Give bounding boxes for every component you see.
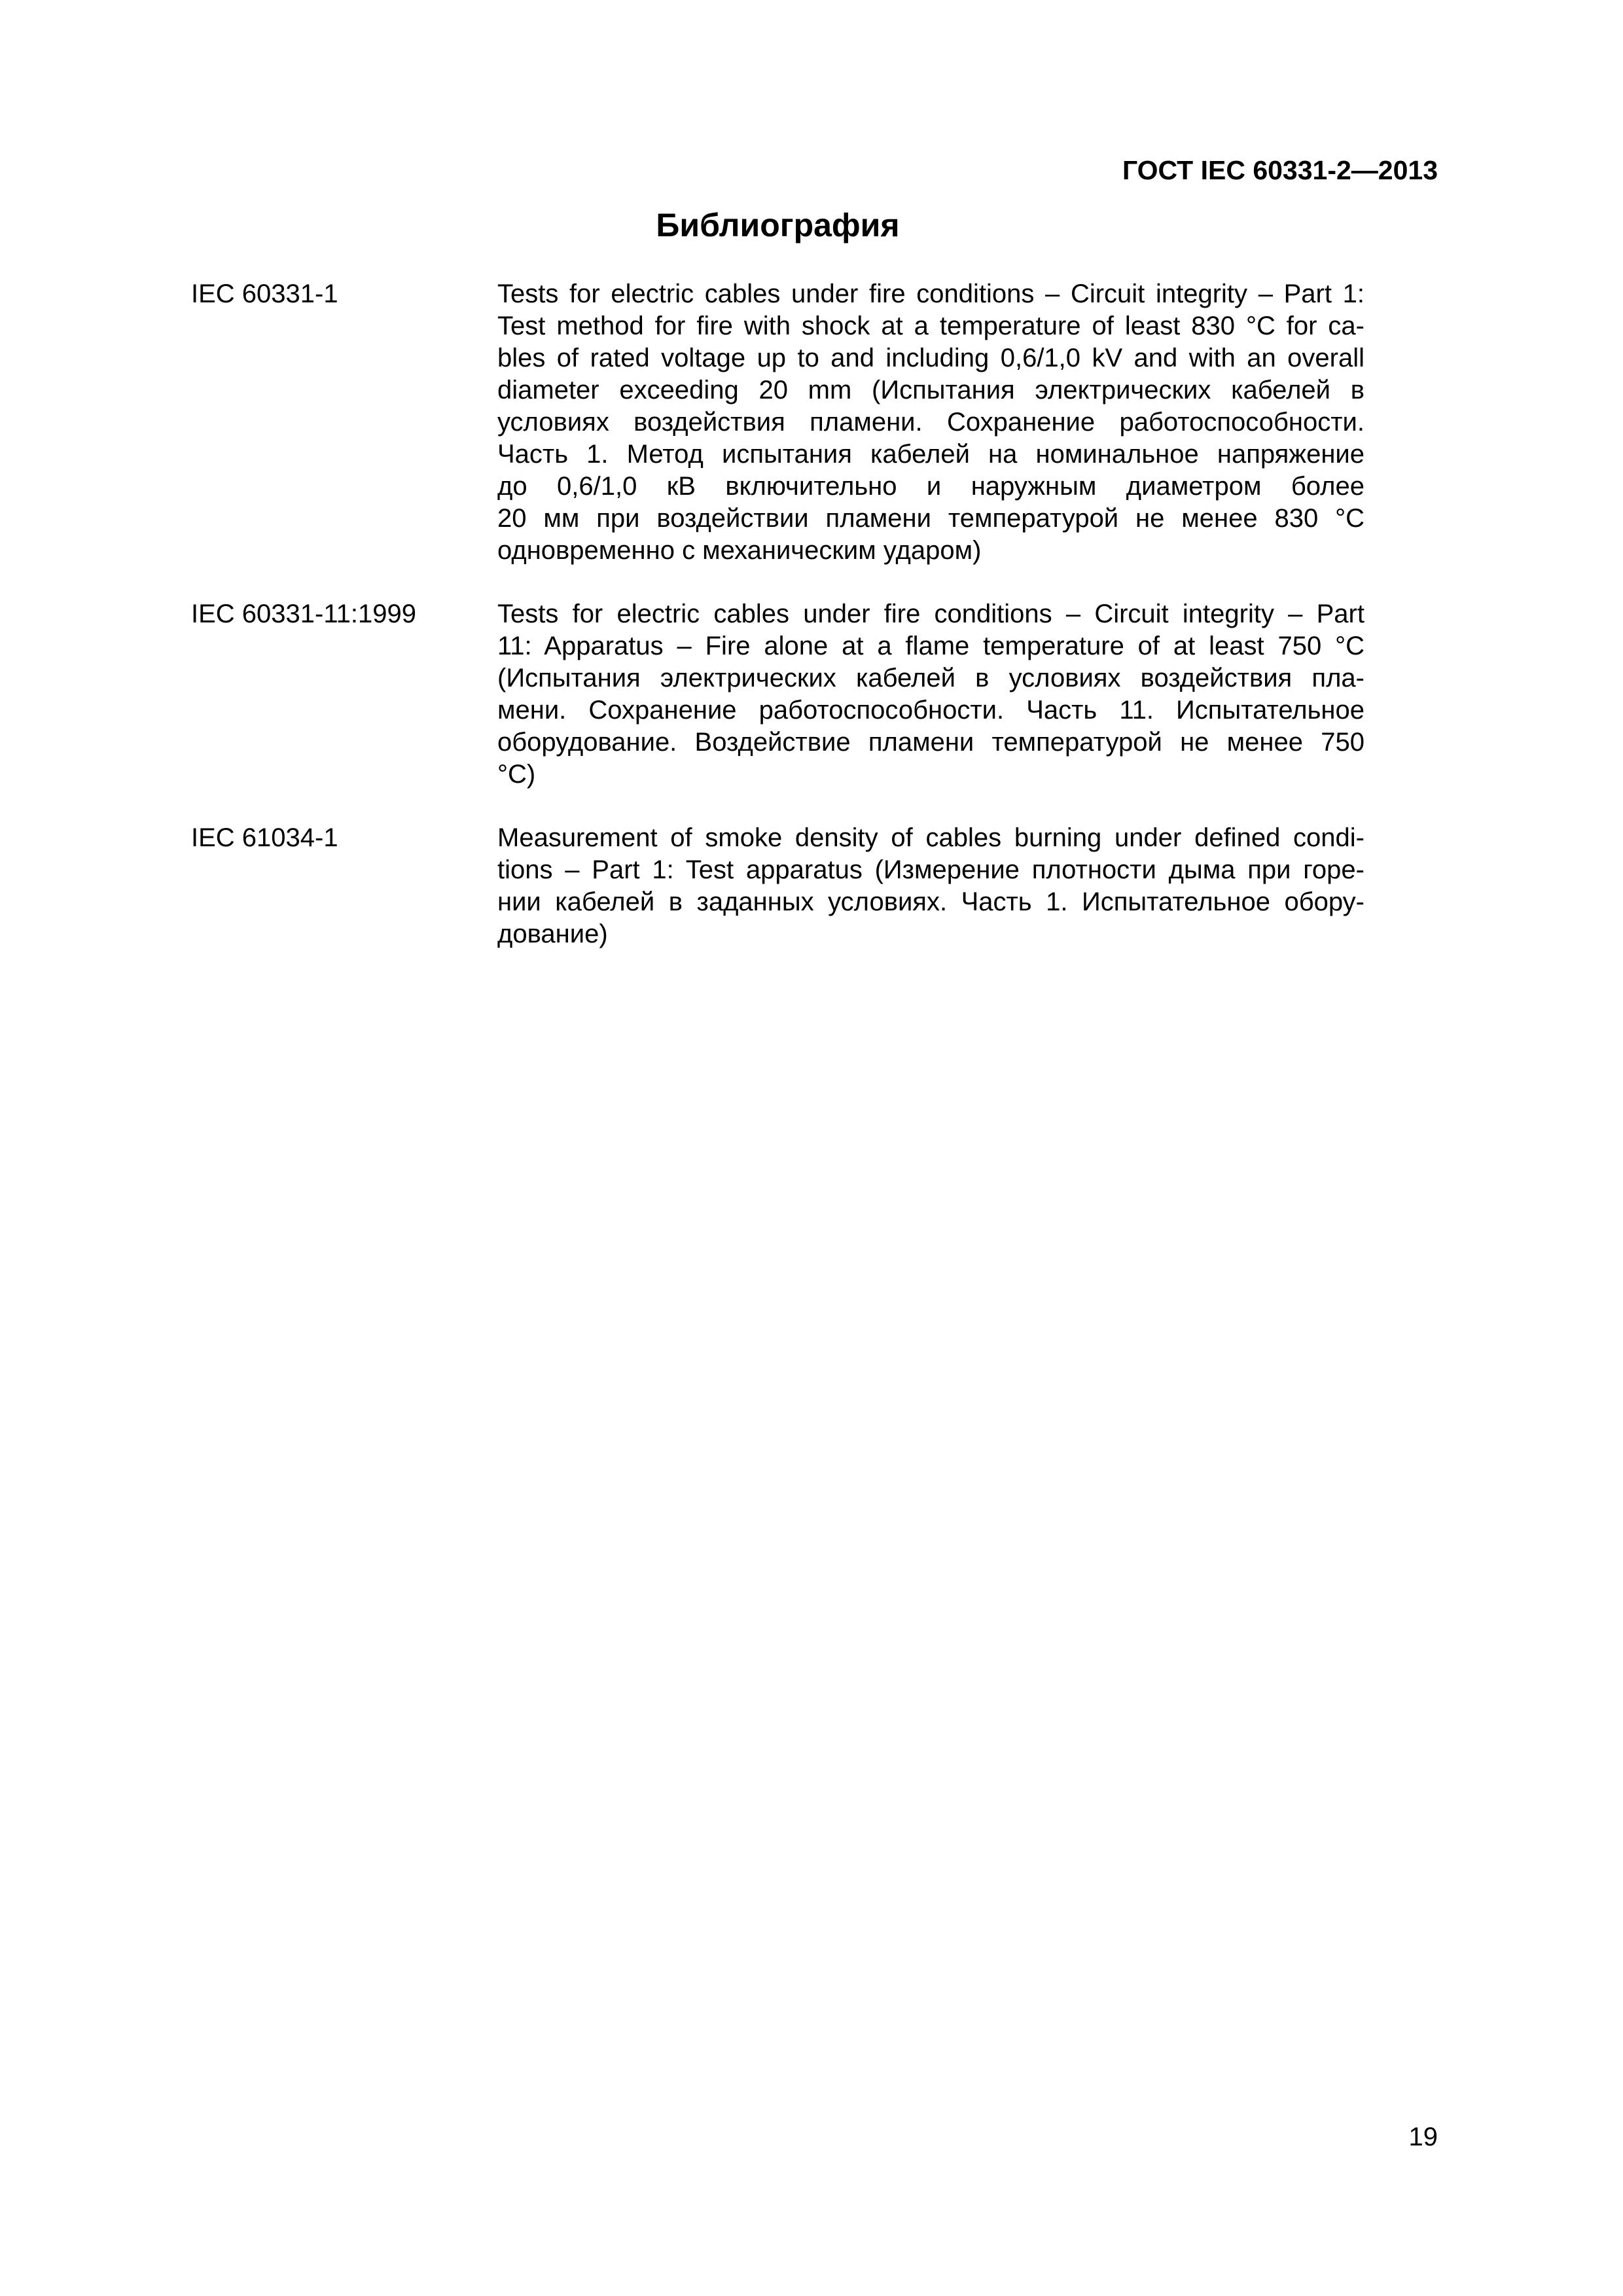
bibliography-entry: [191, 822, 1364, 950]
entry-text-line: diameter exceeding 20 mm (Испытания электрических кабелей в: [497, 376, 1364, 404]
entry-text-line: условиях воздействия пламени. Сохранение работоспособности.: [497, 408, 1364, 437]
bibliography-list: [191, 278, 1364, 982]
entry-text-line: 20 мм при воздействии пламени температурой не менее 830 °С: [497, 504, 1364, 533]
entry-description: [497, 278, 1364, 567]
entry-text-line: дование): [497, 920, 608, 948]
entry-text-line: 11: Apparatus – Fire alone at a flame temperature of at least 750 °C: [497, 632, 1364, 660]
entry-text-line: Measurement of smoke density of cables burning under defined condi-: [497, 823, 1364, 852]
entry-reference: IEC 60331-11:1999: [191, 600, 416, 628]
entry-text-line: мени. Сохранение работоспособности. Часть 11. Испытательное: [497, 696, 1364, 725]
entry-reference: IEC 60331-1: [191, 279, 338, 308]
document-number-header: ГОСТ IEC 60331-2—2013: [1122, 155, 1438, 185]
entry-text-line: одновременно с механическим ударом): [497, 536, 982, 565]
entry-reference: IEC 61034-1: [191, 823, 338, 852]
entry-description: [497, 598, 1364, 791]
entry-text-line: Test method for fire with shock at a temperature of least 830 °C for ca-: [497, 312, 1364, 340]
entry-text-line: °С): [497, 760, 536, 789]
entry-description: [497, 822, 1364, 950]
entry-text-line: bles of rated voltage up to and including 0,6/1,0 kV and with an overall: [497, 344, 1364, 372]
entry-text-line: до 0,6/1,0 кВ включительно и наружным диаметром более: [497, 472, 1364, 501]
entry-text-line: Tests for electric cables under fire conditions – Circuit integrity – Part 1:: [497, 279, 1364, 308]
entry-text-line: оборудование. Воздействие пламени температурой не менее 750: [497, 728, 1364, 757]
page-title: Библиография: [656, 207, 900, 243]
entry-text-line: tions – Part 1: Test apparatus (Измерение плотности дыма при горе-: [497, 855, 1364, 884]
entry-text-line: (Испытания электрических кабелей в условиях воздействия пла-: [497, 664, 1364, 692]
bibliography-entry: [191, 278, 1364, 567]
entry-text-line: Tests for electric cables under fire conditions – Circuit integrity – Part: [497, 600, 1364, 628]
entry-text-line: Часть 1. Метод испытания кабелей на номинальное напряжение: [497, 440, 1364, 469]
bibliography-entry: [191, 598, 1364, 791]
page-number: 19: [1408, 2123, 1438, 2151]
entry-text-line: нии кабелей в заданных условиях. Часть 1. Испытательное обору-: [497, 888, 1364, 916]
